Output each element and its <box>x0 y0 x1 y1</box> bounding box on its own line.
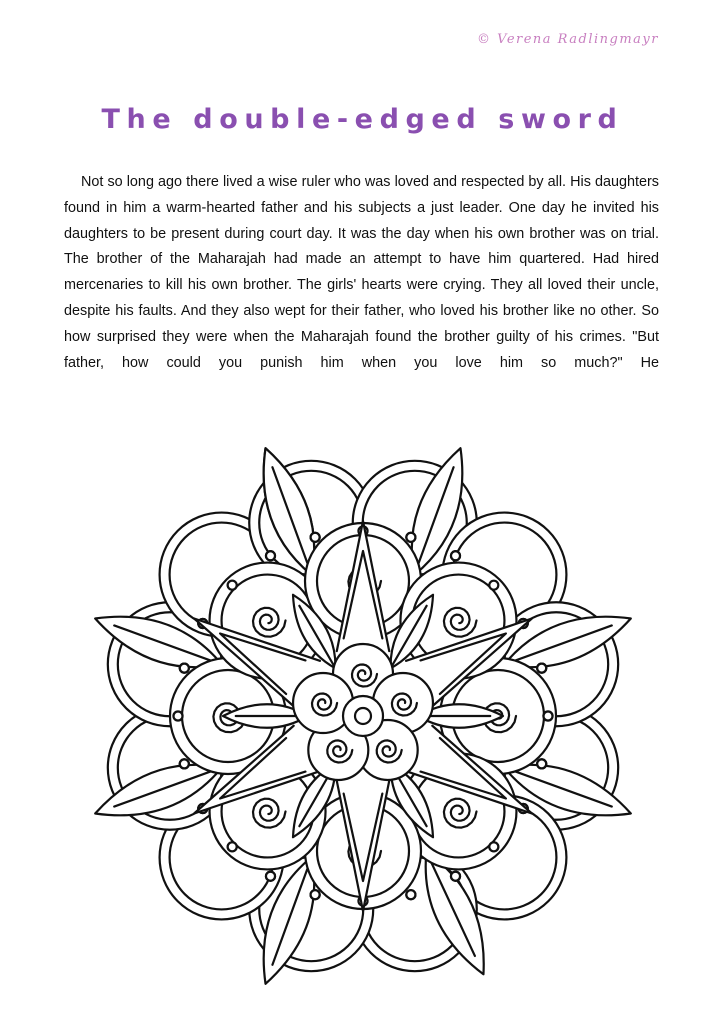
mandala-icon <box>68 432 658 1000</box>
mandala-illustration <box>68 432 658 1000</box>
copyright-signature: © Verena Radlingmayr <box>477 32 659 47</box>
page-title: The double-edged sword <box>101 104 624 135</box>
story-paragraph: Not so long ago there lived a wise ruler who was loved and respected by all. His daughters found in him a warm-hearted father and his subjects a just leader. One day he invited his daughters to be present during court day. It was the day when his own brother was on trial. The brother of the Maharajah had made an attempt to have him quartered. Had hired mercenaries to kill his own brother. The girls' hearts were crying. They all loved their uncle, despite his faults. And they also wept for their father, who loved his brother like no other. So how surprised they were when the Maharajah found the brother guilty of his crimes. "But father, how could you punish him when you love him so much?" He <box>64 174 659 371</box>
